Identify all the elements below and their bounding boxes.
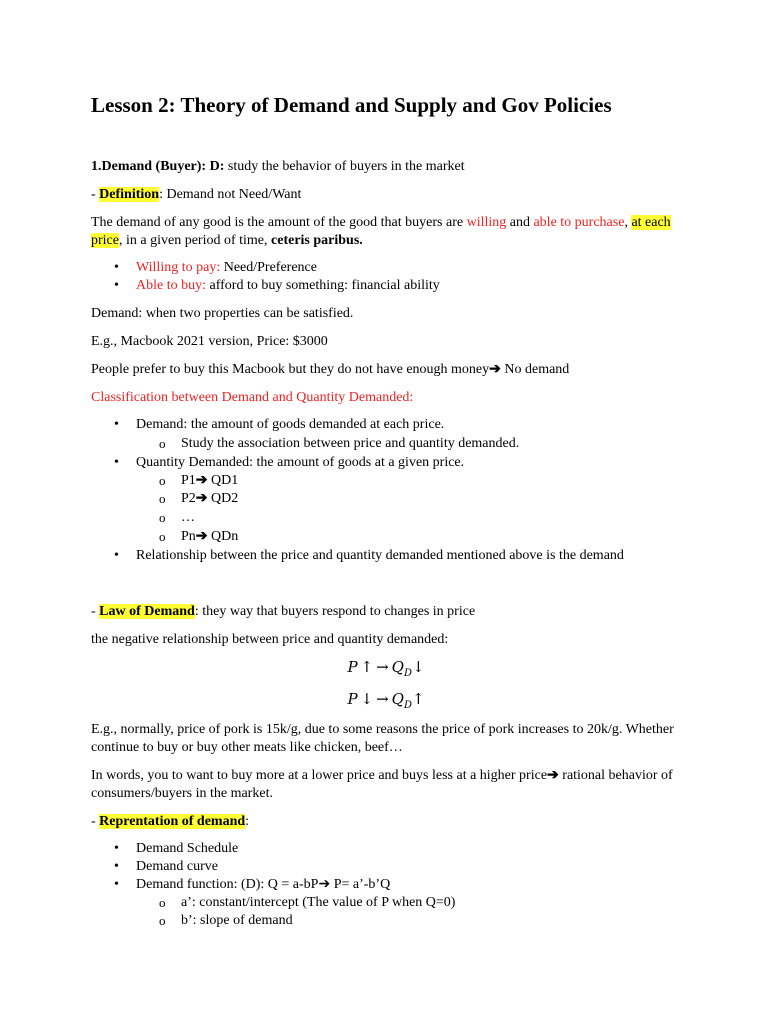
reprentation-label: Reprentation of demand bbox=[99, 814, 246, 829]
list-item bbox=[159, 435, 520, 453]
sub-bullet-icon: o bbox=[159, 529, 166, 544]
law-dash: - bbox=[91, 604, 100, 619]
demand-sentence bbox=[91, 214, 676, 250]
definition-dash: - bbox=[91, 187, 100, 202]
list-item bbox=[114, 858, 219, 876]
ceteris-paribus-text: ceteris paribus. bbox=[271, 233, 363, 248]
bullet-icon: • bbox=[114, 841, 119, 856]
negative-relationship-text: the negative relationship between price and quantity demanded: bbox=[91, 632, 449, 647]
list-item bbox=[159, 912, 293, 930]
in-words-after: rational behavior of consumers/buyers in the market. bbox=[91, 768, 673, 801]
reprentation-colon: : bbox=[245, 814, 250, 829]
demand-sentence-part1: The demand of any good is the amount of the good that buyers are bbox=[91, 215, 467, 230]
sub-bullet-icon: o bbox=[159, 491, 166, 506]
qd-sub-right: QD1 bbox=[207, 473, 239, 488]
formula-price-up bbox=[91, 658, 681, 679]
bullet-icon: • bbox=[114, 455, 119, 470]
arrow-right-icon: ➔ bbox=[195, 473, 208, 488]
bullet-icon: • bbox=[114, 278, 119, 293]
formula-main: P ↓ → Q bbox=[347, 690, 404, 708]
willing-to-pay-text: Need/Preference bbox=[220, 260, 317, 275]
definition-line bbox=[91, 186, 301, 204]
list-item bbox=[114, 277, 440, 295]
qd-sub-left: P1 bbox=[181, 473, 196, 488]
list-item bbox=[114, 454, 465, 472]
classification-demand-text: Demand: the amount of goods demanded at each price. bbox=[136, 417, 445, 432]
formula-main: P ↑ → Q bbox=[347, 658, 404, 676]
demand-schedule-text: Demand Schedule bbox=[136, 841, 239, 856]
reprentation-dash: - bbox=[91, 814, 100, 829]
qd-sub-left: Pn bbox=[181, 529, 196, 544]
people-prefer-line bbox=[91, 361, 569, 379]
formula-end: ↑ bbox=[411, 690, 425, 708]
no-demand-text: No demand bbox=[500, 362, 570, 377]
bullet-icon: • bbox=[114, 417, 119, 432]
sub-bullet-icon: o bbox=[159, 473, 166, 488]
demand-curve-text: Demand curve bbox=[136, 859, 219, 874]
arrow-right-icon: ➔ bbox=[489, 362, 501, 377]
list-item bbox=[159, 528, 239, 546]
relationship-text: Relationship between the price and quantity demanded mentioned above is the demand bbox=[136, 548, 624, 563]
page-title: Lesson 2: Theory of Demand and Supply and Gov Policies bbox=[91, 93, 612, 117]
list-item bbox=[159, 472, 239, 490]
and-text: and bbox=[506, 215, 534, 230]
list-item bbox=[114, 416, 445, 434]
law-of-demand-text: : they way that buyers respond to changes in price bbox=[194, 604, 476, 619]
bullet-icon: • bbox=[114, 877, 119, 892]
qd-sub-left: … bbox=[181, 510, 195, 525]
list-item bbox=[114, 840, 239, 858]
list-item bbox=[159, 509, 195, 527]
macbook-example: E.g., Macbook 2021 version, Price: $3000 bbox=[91, 334, 328, 349]
willing-to-pay-label: Willing to pay: bbox=[136, 260, 221, 275]
pork-example: E.g., normally, price of pork is 15k/g, due to some reasons the price of pork increases to 20k/g. Whether continue to buy or buy other meats like chicken, beef… bbox=[91, 722, 674, 755]
arrow-right-icon: ➔ bbox=[195, 491, 208, 506]
sub-bullet-icon: o bbox=[159, 913, 166, 928]
section-demand-label: 1.Demand (Buyer): D: bbox=[91, 159, 225, 174]
slope-text: b’: slope of demand bbox=[181, 913, 293, 928]
willing-text: willing bbox=[466, 215, 507, 230]
reprentation-line bbox=[91, 813, 249, 831]
intercept-text: a’: constant/intercept (The value of P when Q=0) bbox=[181, 895, 456, 910]
arrow-right-icon: ➔ bbox=[547, 768, 559, 783]
arrow-right-icon: ➔ bbox=[195, 529, 208, 544]
qd-sub-right: QD2 bbox=[207, 491, 239, 506]
able-to-buy-text: afford to buy something: financial ability bbox=[206, 278, 440, 293]
section-demand-heading bbox=[91, 158, 465, 176]
sub-bullet-icon: o bbox=[159, 510, 166, 525]
sub-bullet-icon: o bbox=[159, 895, 166, 910]
list-item bbox=[159, 894, 456, 912]
qd-sub-right: QDn bbox=[207, 529, 239, 544]
law-of-demand-line bbox=[91, 603, 475, 621]
demand-function-text: Demand function: (D): Q = a-bP➔ P= a’-b’Q bbox=[136, 877, 391, 892]
list-item bbox=[159, 490, 239, 508]
formula-sub: D bbox=[403, 700, 412, 711]
law-of-demand-label: Law of Demand bbox=[99, 604, 195, 619]
formula-sub: D bbox=[403, 668, 412, 679]
list-item bbox=[114, 876, 391, 894]
bullet-icon: • bbox=[114, 548, 119, 563]
comma-text: , bbox=[624, 215, 632, 230]
qd-sub-left: P2 bbox=[181, 491, 196, 506]
able-to-buy-label: Able to buy: bbox=[136, 278, 206, 293]
demand-sentence-part2: , in a given period of time, bbox=[118, 233, 272, 248]
bullet-icon: • bbox=[114, 859, 119, 874]
list-item bbox=[114, 259, 317, 277]
sub-bullet-icon: o bbox=[159, 436, 166, 451]
able-text: able to purchase bbox=[533, 215, 625, 230]
demand-when-text: Demand: when two properties can be satisfied. bbox=[91, 306, 354, 321]
formula-price-down bbox=[91, 690, 681, 711]
classification-qd-text: Quantity Demanded: the amount of goods at a given price. bbox=[136, 455, 465, 470]
in-words-text: In words, you to want to buy more at a lower price and buys less at a higher price bbox=[91, 768, 548, 783]
in-words-paragraph bbox=[91, 767, 676, 803]
classification-heading: Classification between Demand and Quantity Demanded: bbox=[91, 390, 414, 405]
people-prefer-text: People prefer to buy this Macbook but they do not have enough money bbox=[91, 362, 490, 377]
list-item bbox=[114, 547, 624, 565]
at-each-price-text: at each price bbox=[91, 215, 671, 248]
classification-demand-sub-text: Study the association between price and quantity demanded. bbox=[181, 436, 520, 451]
bullet-icon: • bbox=[114, 260, 119, 275]
definition-text: : Demand not Need/Want bbox=[159, 187, 302, 202]
formula-end: ↓ bbox=[411, 658, 425, 676]
section-demand-text: study the behavior of buyers in the market bbox=[224, 159, 465, 174]
definition-label: Definition bbox=[99, 187, 160, 202]
